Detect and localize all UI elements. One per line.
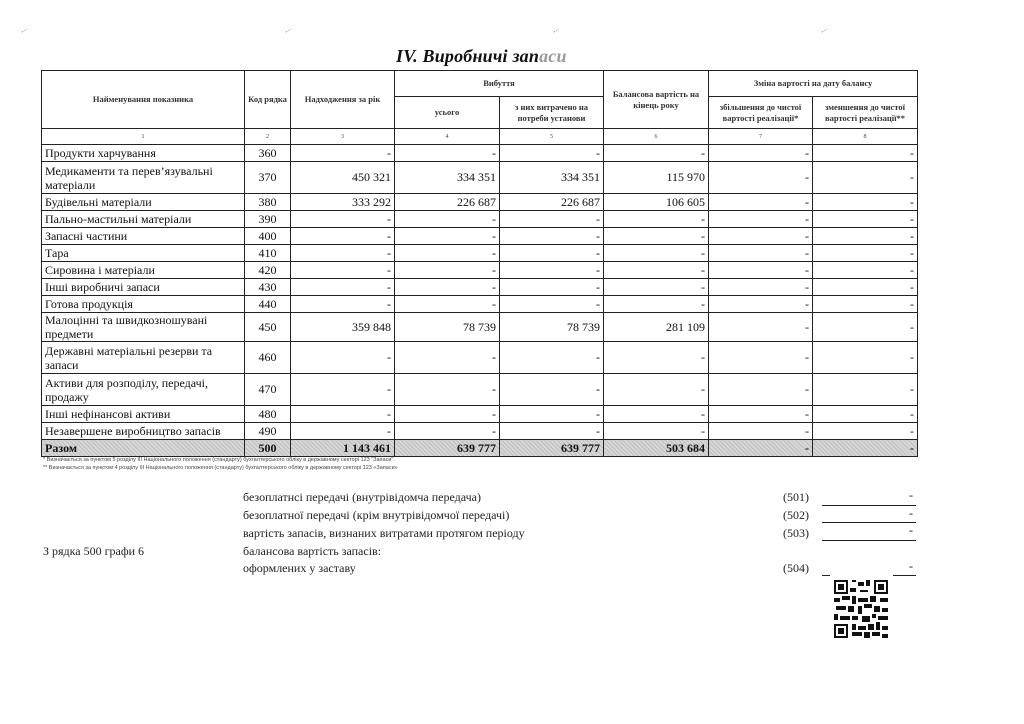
lower-item-label: безоплатнсі передачі (внутрівідомча передача) <box>243 490 481 504</box>
cell-disposal-total: 78 739 <box>395 313 500 342</box>
cell-balance: 281 109 <box>604 313 709 342</box>
cell-disposal-total: - <box>395 228 500 245</box>
cell-received: - <box>291 296 395 313</box>
total-row <box>42 440 918 457</box>
row-code: 490 <box>245 423 291 440</box>
cell-disposal-total: - <box>395 245 500 262</box>
column-number: 5 <box>500 129 604 145</box>
cell-decrease: - <box>813 423 918 440</box>
column-number: 4 <box>395 129 500 145</box>
row-code: 420 <box>245 262 291 279</box>
cell-received: 333 292 <box>291 194 395 211</box>
column-number: 2 <box>245 129 291 145</box>
total-increase: - <box>709 440 813 457</box>
lower-item-value: - <box>909 559 913 573</box>
cell-decrease: - <box>813 262 918 279</box>
header-balance: Балансова вартість на кінець року <box>604 71 709 129</box>
value-line <box>893 575 916 576</box>
scan-speck <box>553 29 561 36</box>
header-code: Код рядка <box>245 71 291 129</box>
cell-balance: - <box>604 145 709 162</box>
cell-balance: 106 605 <box>604 194 709 211</box>
total-received: 1 143 461 <box>291 440 395 457</box>
total-balance: 503 684 <box>604 440 709 457</box>
value-line <box>822 575 830 576</box>
header-received: Надходження за рік <box>291 71 395 129</box>
cell-disposal-spent: - <box>500 211 604 228</box>
lower-item-label: безоплатної передачі (крім внутрівідомчої передачі) <box>243 508 510 522</box>
cell-increase: - <box>709 194 813 211</box>
row-code: 460 <box>245 342 291 374</box>
cell-decrease: - <box>813 374 918 406</box>
cell-balance: - <box>604 262 709 279</box>
header-name: Найменування показника <box>42 71 245 129</box>
footnote-1: * Визначається за пунктом 5 розділу ІІІ Національного положення (стандарту) бухгалтерського обліку в державному секторі 123 "Запаси". <box>43 457 395 463</box>
cell-received: - <box>291 279 395 296</box>
cell-received: 359 848 <box>291 313 395 342</box>
lower-item-code: (504) <box>783 561 809 575</box>
inventory-table <box>41 70 918 457</box>
column-number: 7 <box>709 129 813 145</box>
row-name: Малоцінні та швидкозношувані предмети <box>42 313 245 342</box>
cell-received: - <box>291 423 395 440</box>
cell-disposal-total: - <box>395 423 500 440</box>
cell-increase: - <box>709 342 813 374</box>
cell-decrease: - <box>813 313 918 342</box>
cell-disposal-spent: - <box>500 279 604 296</box>
row-name: Активи для розподілу, передачі, продажу <box>42 374 245 406</box>
row-name: Тара <box>42 245 245 262</box>
lower-item-label: балансова вартість запасів: <box>243 544 382 558</box>
table-row <box>42 342 918 374</box>
column-number: 1 <box>42 129 245 145</box>
cell-disposal-spent: - <box>500 406 604 423</box>
cell-disposal-total: - <box>395 406 500 423</box>
cell-increase: - <box>709 313 813 342</box>
cell-disposal-spent: - <box>500 245 604 262</box>
lower-item-code: (501) <box>783 490 809 504</box>
cell-received: - <box>291 228 395 245</box>
cell-balance: - <box>604 245 709 262</box>
cell-disposal-spent: 334 351 <box>500 162 604 194</box>
cell-decrease: - <box>813 342 918 374</box>
cell-balance: - <box>604 423 709 440</box>
header-decrease: зменшення до чистої вартості реалізації** <box>813 97 918 129</box>
cell-increase: - <box>709 423 813 440</box>
cell-increase: - <box>709 162 813 194</box>
cell-disposal-spent: - <box>500 228 604 245</box>
cell-balance: - <box>604 296 709 313</box>
scan-speck <box>821 29 829 36</box>
header-change: Зміна вартості на дату балансу <box>709 71 918 97</box>
cell-received: - <box>291 342 395 374</box>
cell-received: - <box>291 406 395 423</box>
row-code: 400 <box>245 228 291 245</box>
lower-item-code: (503) <box>783 526 809 540</box>
table-row <box>42 145 918 162</box>
column-number: 8 <box>813 129 918 145</box>
table-row <box>42 162 918 194</box>
lower-item-label: оформлених у заставу <box>243 561 356 575</box>
cell-decrease: - <box>813 245 918 262</box>
table-row <box>42 374 918 406</box>
cell-balance: - <box>604 342 709 374</box>
value-line <box>822 505 916 506</box>
cell-balance: - <box>604 228 709 245</box>
cell-disposal-total: - <box>395 145 500 162</box>
table-row <box>42 296 918 313</box>
row-name: Готова продукція <box>42 296 245 313</box>
cell-received: - <box>291 145 395 162</box>
cell-decrease: - <box>813 211 918 228</box>
cell-disposal-spent: - <box>500 342 604 374</box>
row-name: Незавершене виробництво запасів <box>42 423 245 440</box>
cell-increase: - <box>709 406 813 423</box>
row-name: Державні матеріальні резерви та запаси <box>42 342 245 374</box>
cell-balance: - <box>604 211 709 228</box>
row-code: 410 <box>245 245 291 262</box>
table-row <box>42 262 918 279</box>
section-title <box>396 46 567 67</box>
row-code: 470 <box>245 374 291 406</box>
cell-disposal-total: 334 351 <box>395 162 500 194</box>
lower-item-label: вартість запасів, визнаних витратами протягом періоду <box>243 526 525 540</box>
lower-item-code: (502) <box>783 508 809 522</box>
cell-decrease: - <box>813 194 918 211</box>
section-title-text: IV. Виробничі зап <box>396 46 540 66</box>
cell-disposal-spent: 78 739 <box>500 313 604 342</box>
cell-decrease: - <box>813 145 918 162</box>
row-code: 370 <box>245 162 291 194</box>
row-name: Сировина і матеріали <box>42 262 245 279</box>
column-number: 6 <box>604 129 709 145</box>
table-row <box>42 245 918 262</box>
row-name: Інші нефінансові активи <box>42 406 245 423</box>
cell-disposal-spent: 226 687 <box>500 194 604 211</box>
table-row <box>42 313 918 342</box>
cell-decrease: - <box>813 406 918 423</box>
row-code: 360 <box>245 145 291 162</box>
section-title-faded: аси <box>539 46 567 66</box>
cell-received: - <box>291 374 395 406</box>
cell-increase: - <box>709 245 813 262</box>
cell-received: - <box>291 211 395 228</box>
table-row <box>42 279 918 296</box>
cell-increase: - <box>709 211 813 228</box>
cell-disposal-total: - <box>395 374 500 406</box>
row-code: 390 <box>245 211 291 228</box>
total-decrease: - <box>813 440 918 457</box>
lower-item-value: - <box>909 488 913 502</box>
cell-increase: - <box>709 228 813 245</box>
cell-decrease: - <box>813 228 918 245</box>
cell-balance: 115 970 <box>604 162 709 194</box>
cell-received: - <box>291 262 395 279</box>
cell-disposal-total: - <box>395 262 500 279</box>
cell-disposal-spent: - <box>500 145 604 162</box>
cell-increase: - <box>709 279 813 296</box>
lower-item-value: - <box>909 506 913 520</box>
from-row-label: З рядка 500 графи 6 <box>43 544 145 558</box>
total-disposal: 639 777 <box>395 440 500 457</box>
total-spent: 639 777 <box>500 440 604 457</box>
cell-disposal-total: - <box>395 211 500 228</box>
scan-speck <box>21 29 29 36</box>
value-line <box>822 522 916 523</box>
column-number: 3 <box>291 129 395 145</box>
lower-item-value: - <box>909 523 913 537</box>
cell-decrease: - <box>813 162 918 194</box>
table-row <box>42 406 918 423</box>
scan-speck <box>285 29 293 36</box>
table-body <box>42 145 918 440</box>
row-name: Будівельні матеріали <box>42 194 245 211</box>
row-name: Інші виробничі запаси <box>42 279 245 296</box>
cell-received: 450 321 <box>291 162 395 194</box>
cell-decrease: - <box>813 279 918 296</box>
table-row <box>42 211 918 228</box>
total-code: 500 <box>245 440 291 457</box>
row-name: Медикаменти та перев’язувальні матеріали <box>42 162 245 194</box>
row-name: Пально-мастильні матеріали <box>42 211 245 228</box>
cell-disposal-total: - <box>395 279 500 296</box>
cell-increase: - <box>709 145 813 162</box>
cell-disposal-spent: - <box>500 423 604 440</box>
row-code: 380 <box>245 194 291 211</box>
row-code: 450 <box>245 313 291 342</box>
row-name: Запасні частини <box>42 228 245 245</box>
row-code: 430 <box>245 279 291 296</box>
cell-disposal-total: 226 687 <box>395 194 500 211</box>
table-row <box>42 228 918 245</box>
table-row <box>42 194 918 211</box>
row-name: Продукти харчування <box>42 145 245 162</box>
cell-disposal-total: - <box>395 296 500 313</box>
cell-balance: - <box>604 279 709 296</box>
footnote-2: ** Визначається за пунктом 4 розділу ІІІ Національного положення (стандарту) бухгалтерського обліку в державному секторі 123 «Запаси» <box>43 465 398 471</box>
cell-balance: - <box>604 406 709 423</box>
column-number-row <box>42 129 918 145</box>
cell-increase: - <box>709 374 813 406</box>
cell-balance: - <box>604 374 709 406</box>
header-row <box>42 71 918 97</box>
cell-disposal-spent: - <box>500 296 604 313</box>
value-line <box>822 540 916 541</box>
row-code: 480 <box>245 406 291 423</box>
cell-received: - <box>291 245 395 262</box>
row-code: 440 <box>245 296 291 313</box>
cell-disposal-spent: - <box>500 262 604 279</box>
total-name: Разом <box>42 440 245 457</box>
header-increase: збільшення до чистої вартості реалізації* <box>709 97 813 129</box>
cell-decrease: - <box>813 296 918 313</box>
qr-code-icon <box>834 580 888 638</box>
header-disposal-total: усього <box>395 97 500 129</box>
table-row <box>42 423 918 440</box>
cell-disposal-spent: - <box>500 374 604 406</box>
header-disposal-spent: з них витрачено на потреби установи <box>500 97 604 129</box>
cell-increase: - <box>709 262 813 279</box>
header-disposal: Вибуття <box>395 71 604 97</box>
cell-increase: - <box>709 296 813 313</box>
cell-disposal-total: - <box>395 342 500 374</box>
